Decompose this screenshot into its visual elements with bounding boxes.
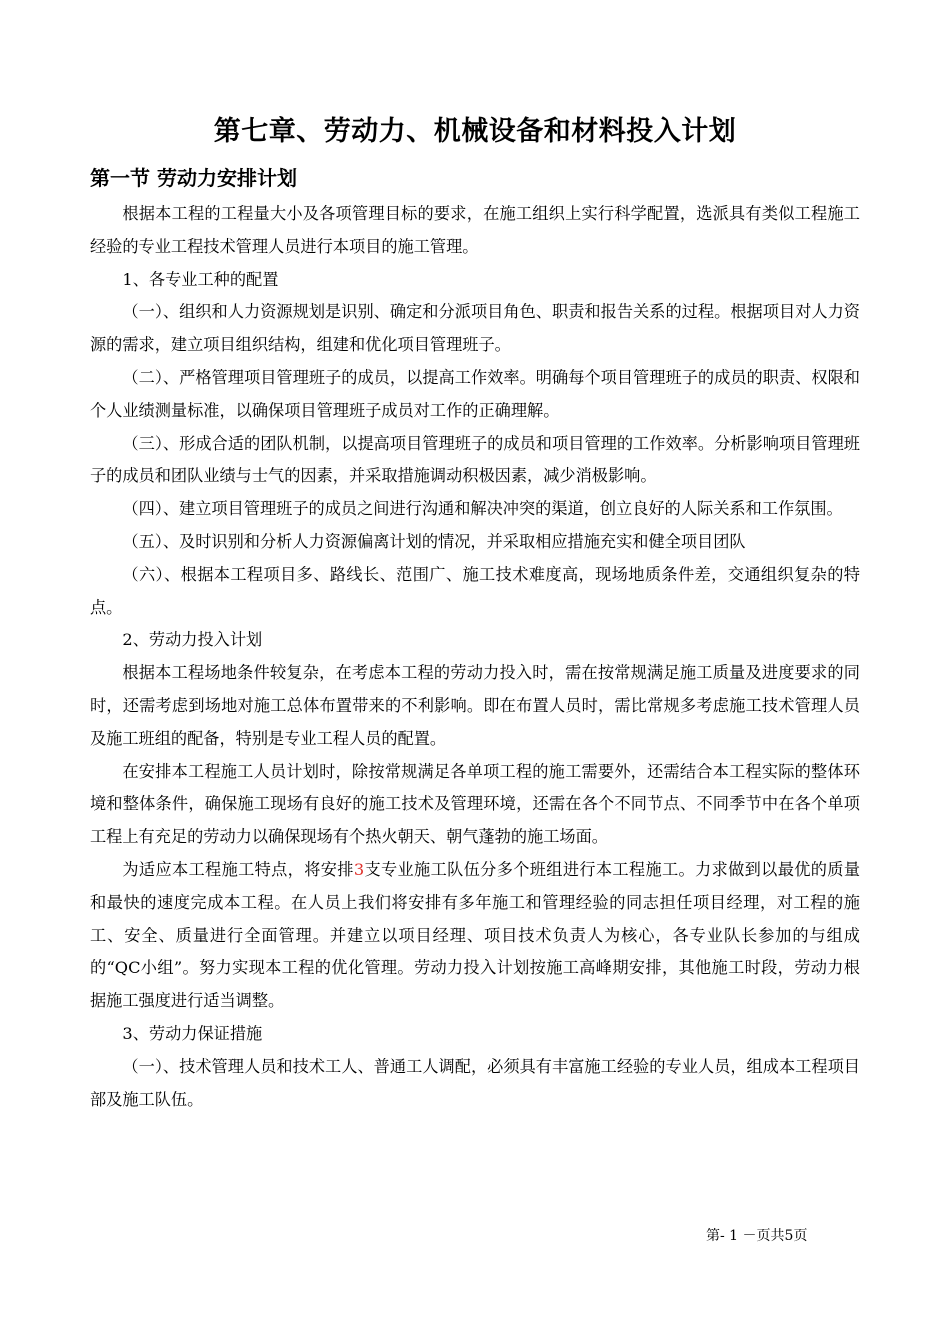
paragraph-item-3: （三）、形成合适的团队机制，以提高项目管理班子的成员和项目管理的工作效率。分析影响项目管理班子的成员和团队业绩与士气的因素，并采取措施调动积极因素，减少消极影响。 xyxy=(90,433,860,486)
document-body xyxy=(90,198,860,1116)
paragraph-team-arrangement xyxy=(90,854,860,1018)
section-title: 第一节 劳动力安排计划 xyxy=(90,166,297,190)
paragraph-item-6: （六）、根据本工程项目多、路线长、范围广、施工技术难度高，现场地质条件差，交通组织复杂的特点。 xyxy=(90,564,860,617)
heading-labor-guarantee: 3、劳动力保证措施 xyxy=(122,1023,263,1043)
page-footer: 第- 1 －页共5页 xyxy=(706,1228,808,1244)
team-text-after: 支专业施工队伍分多个班组进行本工程施工。力求做到以最优的质量和最快的速度完成本工程。在人员上我们将安排有多年施工和管理经验的同志担任项目经理，对工程的施工、安全、质量进行全面管理。并建立以项目经理、项目技术负责人为核心，各专业队长参加的与组成的“QC小组”。努力实现本工程的优化管理。劳动力投入计划按施工高峰期安排，其他施工时段，劳动力根据施工强度进行适当调整。 xyxy=(90,859,861,1011)
team-text-before: 为适应本工程施工特点，将安排 xyxy=(122,859,354,879)
paragraph-intro: 根据本工程的工程量大小及各项管理目标的要求，在施工组织上实行科学配置，选派具有类似工程施工经验的专业工程技术管理人员进行本项目的施工管理。 xyxy=(90,204,860,256)
paragraph-item-5: （五）、及时识别和分析人力资源偏离计划的情况，并采取相应措施充实和健全项目团队 xyxy=(122,531,746,551)
paragraph-guarantee-1: （一）、技术管理人员和技术工人、普通工人调配，必须具有丰富施工经验的专业人员，组成本工程项目部及施工队伍。 xyxy=(90,1056,860,1109)
paragraph-labor-plan-2: 在安排本工程施工人员计划时，除按常规满足各单项工程的施工需要外，还需结合本工程实际的整体环境和整体条件，确保施工现场有良好的施工技术及管理环境，还需在各个不同节点、不同季节中在各个单项工程上有充足的劳动力以确保现场有个热火朝天、朝气蓬勃的施工场面。 xyxy=(90,761,860,847)
chapter-title: 第七章、劳动力、机械设备和材料投入计划 xyxy=(213,116,737,147)
heading-labor-plan: 2、劳动力投入计划 xyxy=(122,630,263,650)
paragraph-labor-plan-1: 根据本工程场地条件较复杂，在考虑本工程的劳动力投入时，需在按常规满足施工质量及进度要求的同时，还需考虑到场地对施工总体布置带来的不利影响。即在布置人员时，需比常规多考虑施工技术管理人员及施工班组的配备，特别是专业工程人员的配置。 xyxy=(90,663,860,748)
team-count-number: 3 xyxy=(353,859,365,879)
paragraph-item-1: （一）、组织和人力资源规划是识别、确定和分派项目角色、职责和报告关系的过程。根据项目对人力资源的需求，建立项目组织结构，组建和优化项目管理班子。 xyxy=(90,302,860,355)
paragraph-item-2: （二）、严格管理项目管理班子的成员，以提高工作效率。明确每个项目管理班子的成员的职责、权限和个人业绩测量标准，以确保项目管理班子成员对工作的正确理解。 xyxy=(90,367,860,420)
paragraph-item-4: （四）、建立项目管理班子的成员之间进行沟通和解决冲突的渠道，创立良好的人际关系和工作氛围。 xyxy=(122,499,843,519)
heading-trade-configuration: 1、各专业工种的配置 xyxy=(122,269,279,289)
